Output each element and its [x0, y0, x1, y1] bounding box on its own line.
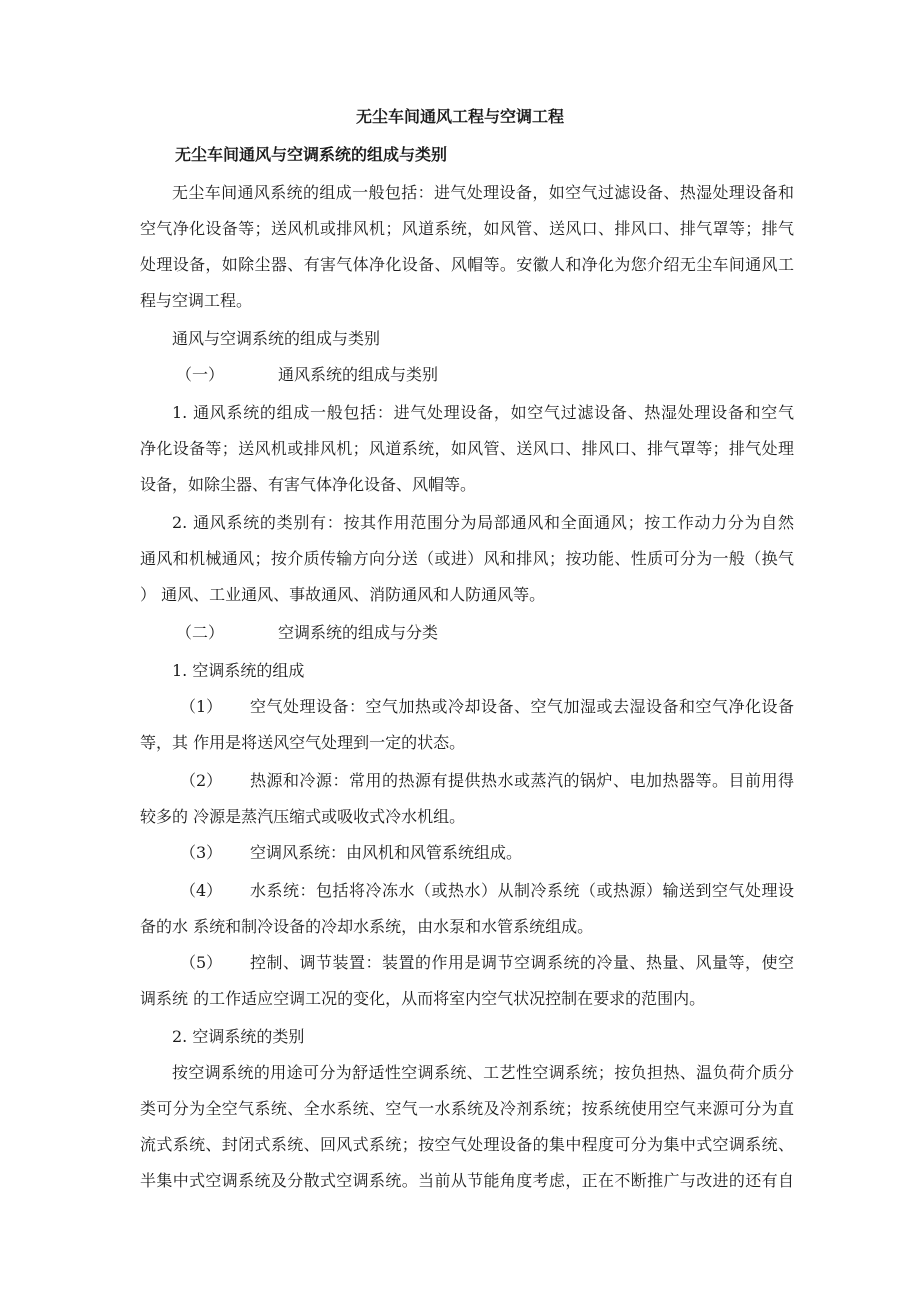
final-line-2: 类可分为全空气系统、全水系统、空气一水系统及冷剂系统；按系统使用空气来源可分为直	[140, 1099, 794, 1118]
p2-line-1: 热源和冷源：常用的热源有提供热水或蒸汽的锅炉、电加热器等。目前用得	[250, 771, 794, 790]
p2-line-2: 较多的 冷源是蒸汽压缩式或吸收式冷水机组。	[140, 807, 466, 826]
p5-line-1: 控制、调节装置：装置的作用是调节空调系统的冷量、热量、风量等，使空	[250, 953, 794, 972]
p4-line-2: 备的水 系统和制冷设备的冷却水系统，由水泵和水管系统组成。	[140, 917, 594, 936]
item1-line-3: 设备，如除尘器、有害气体净化设备、风帽等。	[140, 475, 477, 494]
p4-number: （4）	[180, 881, 223, 900]
p1-number: （1）	[180, 697, 223, 716]
p1-line-2: 等，其 作用是将送风空气处理到一定的状态。	[140, 733, 466, 752]
final-line-1: 按空调系统的用途可分为舒适性空调系统、工艺性空调系统；按负担热、温负荷介质分	[172, 1063, 794, 1082]
p1-line-1: 空气处理设备：空气加热或冷却设备、空气加湿或去湿设备和空气净化设备	[250, 697, 794, 716]
p4-line-1: 水系统：包括将冷冻水（或热水）从制冷系统（或热源）输送到空气处理设	[250, 881, 794, 900]
p2-number: （2）	[180, 771, 223, 790]
sub1-heading: 1. 空调系统的组成	[172, 661, 305, 680]
p5-line-2: 调系统 的工作适应空调工况的变化，从而将室内空气状况控制在要求的范围内。	[140, 989, 706, 1008]
item1-line-2: 净化设备等；送风机或排风机；风道系统，如风管、送风口、排风口、排气罩等；排气处理	[140, 439, 794, 458]
document-title: 无尘车间通风工程与空调工程	[355, 107, 564, 126]
item2-line-2: 通风和机械通风；按介质传输方向分送（或进）风和排风；按功能、性质可分为一般（换气	[140, 549, 794, 568]
item1-line-1: 1. 通风系统的组成一般包括：进气处理设备，如空气过滤设备、热湿处理设备和空气	[172, 403, 794, 422]
p3-line-1: 空调风系统：由风机和风管系统组成。	[250, 843, 523, 862]
section2-number: （二）	[176, 623, 225, 642]
intro-line-2: 空气净化设备等；送风机或排风机；风道系统，如风管、送风口、排风口、排气罩等；排气	[140, 219, 794, 238]
sub2-heading: 2. 空调系统的类别	[172, 1027, 305, 1046]
final-line-3: 流式系统、封闭式系统、回风式系统；按空气处理设备的集中程度可分为集中式空调系统、	[140, 1135, 794, 1154]
item2-line-3: ） 通风、工业通风、事故通风、消防通风和人防通风等。	[140, 585, 546, 604]
intro-line-4: 程与空调工程。	[140, 291, 253, 310]
intro-line-1: 无尘车间通风系统的组成一般包括：进气处理设备，如空气过滤设备、热湿处理设备和	[172, 183, 794, 202]
section2-label: 空调系统的组成与分类	[278, 623, 439, 642]
section1-number: （一）	[176, 365, 225, 384]
item2-line-1: 2. 通风系统的类别有：按其作用范围分为局部通风和全面通风；按工作动力分为自然	[172, 513, 794, 532]
final-line-4: 半集中式空调系统及分散式空调系统。当前从节能角度考虑，正在不断推广与改进的还有自	[140, 1171, 794, 1190]
p5-number: （5）	[180, 953, 223, 972]
section1-label: 通风系统的组成与类别	[278, 365, 439, 384]
p3-number: （3）	[180, 843, 223, 862]
heading-main: 通风与空调系统的组成与类别	[172, 329, 381, 348]
intro-line-3: 处理设备，如除尘器、有害气体净化设备、风帽等。安徽人和净化为您介绍无尘车间通风工	[140, 255, 794, 274]
section-subtitle: 无尘车间通风与空调系统的组成与类别	[175, 145, 448, 164]
